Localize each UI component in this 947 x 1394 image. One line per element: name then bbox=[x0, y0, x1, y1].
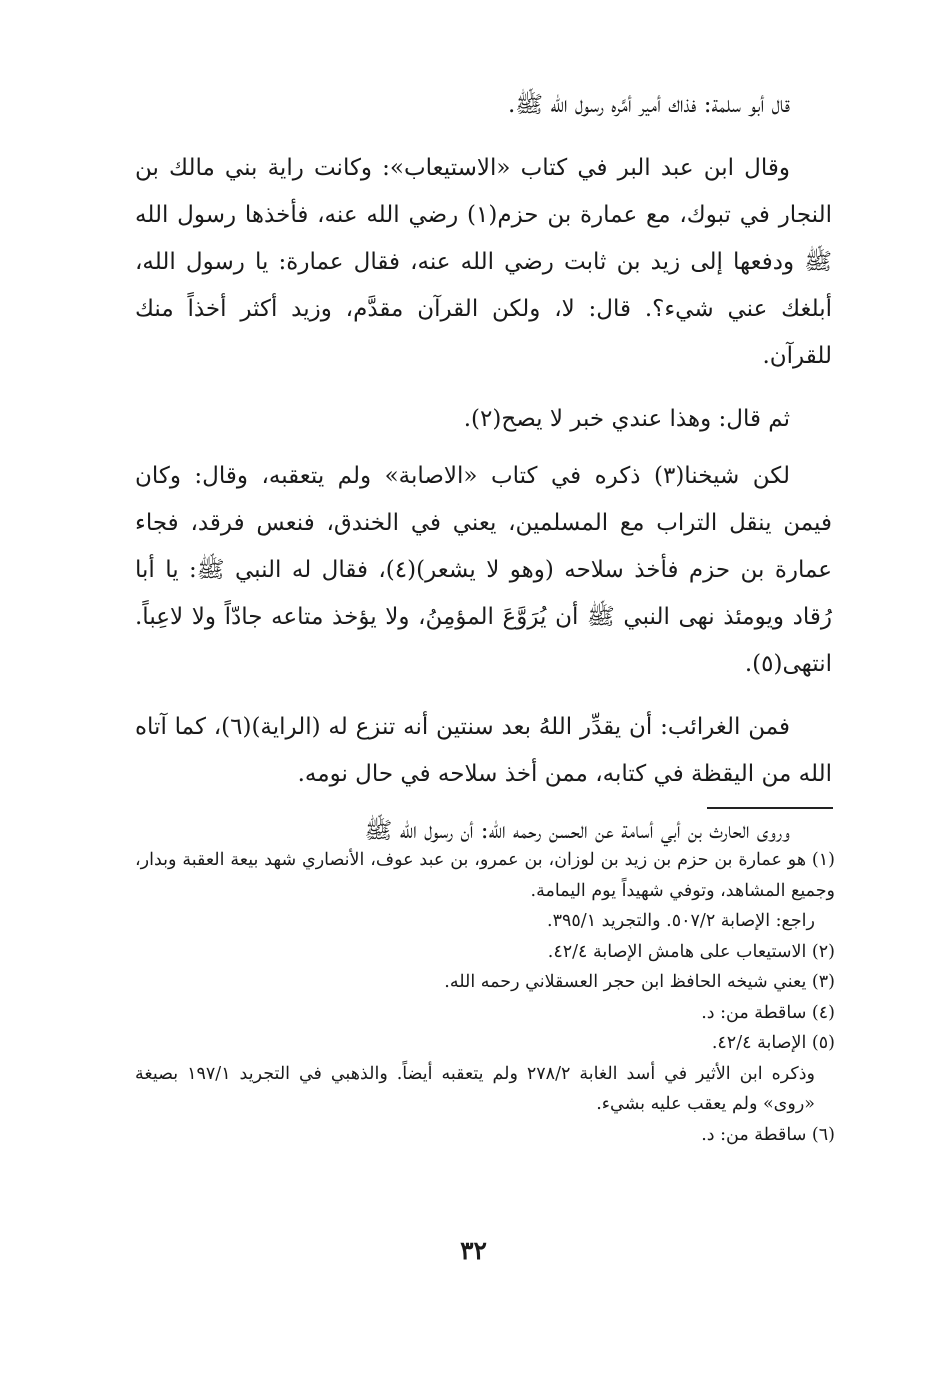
footnote-2: (٢) الاستيعاب على هامش الإصابة ٤٢/٤. bbox=[547, 941, 835, 962]
paragraph-abu-salama: قال أبو سلمة: فذاك أمير أمَّره رسول الله ﷺ. bbox=[507, 92, 790, 118]
footnote-3: (٣) يعني شيخه الحافظ ابن حجر العسقلاني رحمه الله. bbox=[444, 972, 835, 992]
paragraph-al-harith: وروى الحارث بن أبي أسامة عن الحسن رحمه الله: أن رسول الله ﷺ bbox=[364, 818, 790, 844]
paragraph-our-sheikh: لكن شيخنا(٣) ذكره في كتاب «الاصابة» ولم يتعقبه، وقال: وكان فيمن ينقل التراب مع المسلمين، يعني في الخندق، فنعس فرقد، فجاء عمارة بن حزم فأخذ سلاحه (وهو لا يشعر)(٤)، فقال له النبي ﷺ: يا أبا رُقاد ويومئذ نهى النبي ﷺ أن يُرَوَّعَ المؤمِنُ، ولا يؤخذ متاعه جادّاً ولا لاعِباً. انتهى(٥). bbox=[135, 463, 832, 677]
footnote-1: (١) هو عمارة بن حزم بن زيد بن لوزان، بن عمرو، بن عبد عوف، الأنصاري شهد بيعة العقبة وبدار، وجميع المشاهد، وتوفي شهيداً يوم اليمامة. bbox=[135, 850, 835, 901]
paragraph-ibn-abd-al-barr: وقال ابن عبد البر في كتاب «الاستيعاب»: وكانت راية بني مالك بن النجار في تبوك، مع عمارة بن حزم(١) رضي الله عنه، فأخذها رسول الله ﷺ ودفعها إلى زيد بن ثابت رضي الله عنه، فقال عمارة: يا رسول الله، أبلغك عني شيء؟. قال: لا، ولكن القرآن مقدَّم، وزيد أكثر أخذاً منك للقرآن. bbox=[135, 155, 833, 369]
footnote-separator bbox=[707, 807, 833, 809]
footnote-1-reference: راجع: الإصابة ٥٠٧/٢. والتجريد ٣٩٥/١. bbox=[547, 911, 815, 931]
footnote-6: (٦) ساقطة من: د. bbox=[701, 1124, 835, 1145]
footnote-5: (٥) الإصابة ٤٢/٤. bbox=[711, 1033, 835, 1053]
main-text-block bbox=[135, 72, 832, 871]
footnotes-block bbox=[135, 845, 835, 1150]
footnote-5-continuation: وذكره ابن الأثير في أسد الغابة ٢٧٨/٢ ولم يتعقبه أيضاً. والذهبي في التجريد ١٩٧/١ بصيغة «روى» ولم يعقب عليه بشيء. bbox=[135, 1063, 815, 1114]
paragraph-strange-things: فمن الغرائب: أن يقدِّر اللهُ بعد سنتين أنه تنزع له (الراية)(٦)، كما آتاه الله من اليقظة في كتابه، ممن أخذ سلاحه في حال نومه. bbox=[135, 714, 832, 787]
footnote-4: (٤) ساقطة من: د. bbox=[701, 1002, 835, 1023]
page-number: ٣٢ bbox=[460, 1236, 487, 1265]
paragraph-not-authentic: ثم قال: وهذا عندي خبر لا يصح(٢). bbox=[463, 406, 790, 432]
